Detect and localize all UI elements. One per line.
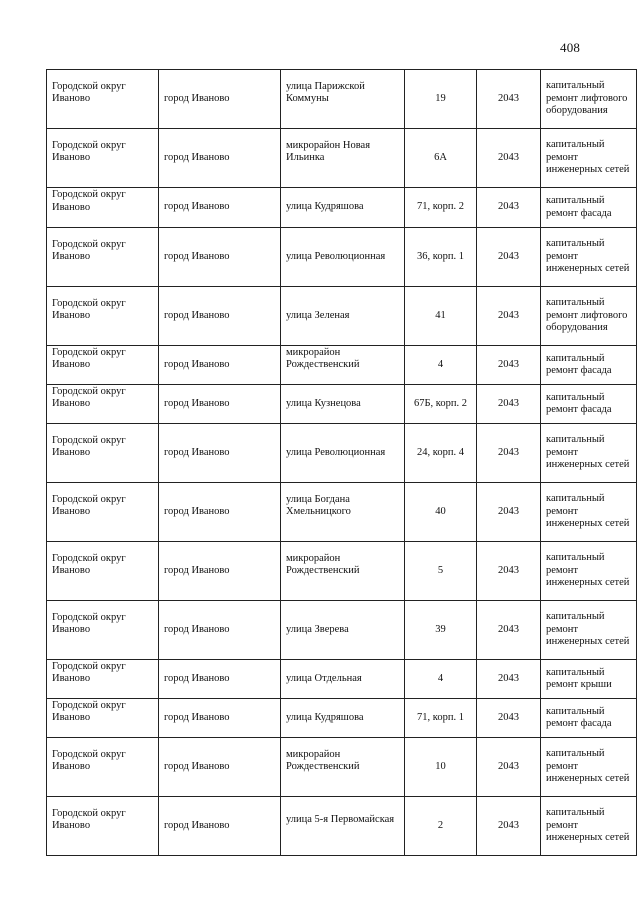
house-cell: 2 — [405, 797, 477, 856]
district-cell: Городской округ Иваново — [47, 542, 159, 601]
district-cell: Городской округ Иваново — [47, 70, 159, 129]
table-row — [47, 228, 637, 287]
house-cell: 40 — [405, 483, 477, 542]
street-cell: улица Кудряшова — [281, 188, 405, 228]
work-type-cell: капитальный ремонт лифтового оборудования — [541, 287, 637, 346]
year-cell: 2043 — [477, 797, 541, 856]
city-cell: город Иваново — [159, 738, 281, 797]
table-row — [47, 129, 637, 188]
table-body — [47, 70, 637, 856]
district-cell: Городской округ Иваново — [47, 346, 159, 385]
work-type-cell: капитальный ремонт крыши — [541, 660, 637, 699]
street-cell: микрорайон Новая Ильинка — [281, 129, 405, 188]
table-row — [47, 601, 637, 660]
year-cell: 2043 — [477, 129, 541, 188]
district-cell: Городской округ Иваново — [47, 601, 159, 660]
work-type-cell: капитальный ремонт лифтового оборудования — [541, 70, 637, 129]
house-cell: 6А — [405, 129, 477, 188]
district-cell: Городской округ Иваново — [47, 660, 159, 699]
street-cell: микрорайон Рождественский — [281, 346, 405, 385]
table-row — [47, 346, 637, 385]
city-cell: город Иваново — [159, 424, 281, 483]
house-cell: 41 — [405, 287, 477, 346]
work-type-cell: капитальный ремонт фасада — [541, 699, 637, 738]
table-row — [47, 699, 637, 738]
district-cell: Городской округ Иваново — [47, 738, 159, 797]
house-cell: 39 — [405, 601, 477, 660]
year-cell: 2043 — [477, 483, 541, 542]
city-cell: город Иваново — [159, 601, 281, 660]
city-cell: город Иваново — [159, 660, 281, 699]
year-cell: 2043 — [477, 188, 541, 228]
work-type-cell: капитальный ремонт инженерных сетей — [541, 483, 637, 542]
year-cell: 2043 — [477, 346, 541, 385]
street-cell: улица Кузнецова — [281, 385, 405, 424]
year-cell: 2043 — [477, 738, 541, 797]
page-number: 408 — [560, 40, 581, 55]
district-cell: Городской округ Иваново — [47, 424, 159, 483]
district-cell: Городской округ Иваново — [47, 287, 159, 346]
work-type-cell: капитальный ремонт инженерных сетей — [541, 797, 637, 856]
table-row — [47, 70, 637, 129]
year-cell: 2043 — [477, 424, 541, 483]
year-cell: 2043 — [477, 385, 541, 424]
repair-schedule-table — [46, 69, 637, 856]
district-cell: Городской округ Иваново — [47, 129, 159, 188]
street-cell: улица Революционная — [281, 424, 405, 483]
city-cell: город Иваново — [159, 129, 281, 188]
city-cell: город Иваново — [159, 70, 281, 129]
table-row — [47, 188, 637, 228]
district-cell: Городской округ Иваново — [47, 228, 159, 287]
street-cell: улица Отдельная — [281, 660, 405, 699]
work-type-cell: капитальный ремонт инженерных сетей — [541, 738, 637, 797]
work-type-cell: капитальный ремонт инженерных сетей — [541, 129, 637, 188]
street-cell: улица Зверева — [281, 601, 405, 660]
table-row — [47, 424, 637, 483]
year-cell: 2043 — [477, 542, 541, 601]
table-row — [47, 542, 637, 601]
house-cell: 71, корп. 2 — [405, 188, 477, 228]
house-cell: 67Б, корп. 2 — [405, 385, 477, 424]
table-row — [47, 660, 637, 699]
district-cell: Городской округ Иваново — [47, 797, 159, 856]
street-cell: улица Парижской Коммуны — [281, 70, 405, 129]
table-row — [47, 483, 637, 542]
work-type-cell: капитальный ремонт фасада — [541, 188, 637, 228]
street-cell: микрорайон Рождественский — [281, 738, 405, 797]
house-cell: 19 — [405, 70, 477, 129]
house-cell: 10 — [405, 738, 477, 797]
table-row — [47, 385, 637, 424]
city-cell: город Иваново — [159, 287, 281, 346]
city-cell: город Иваново — [159, 346, 281, 385]
street-cell: улица Богдана Хмельницкого — [281, 483, 405, 542]
year-cell: 2043 — [477, 699, 541, 738]
house-cell: 36, корп. 1 — [405, 228, 477, 287]
city-cell: город Иваново — [159, 797, 281, 856]
city-cell: город Иваново — [159, 228, 281, 287]
district-cell: Городской округ Иваново — [47, 483, 159, 542]
street-cell: улица Зеленая — [281, 287, 405, 346]
house-cell: 5 — [405, 542, 477, 601]
city-cell: город Иваново — [159, 542, 281, 601]
street-cell: улица 5-я Первомайская — [281, 797, 405, 856]
house-cell: 4 — [405, 660, 477, 699]
district-cell: Городской округ Иваново — [47, 699, 159, 738]
year-cell: 2043 — [477, 601, 541, 660]
city-cell: город Иваново — [159, 188, 281, 228]
year-cell: 2043 — [477, 660, 541, 699]
work-type-cell: капитальный ремонт инженерных сетей — [541, 542, 637, 601]
city-cell: город Иваново — [159, 385, 281, 424]
street-cell: улица Кудряшова — [281, 699, 405, 738]
year-cell: 2043 — [477, 287, 541, 346]
city-cell: город Иваново — [159, 483, 281, 542]
work-type-cell: капитальный ремонт инженерных сетей — [541, 424, 637, 483]
house-cell: 24, корп. 4 — [405, 424, 477, 483]
street-cell: улица Революционная — [281, 228, 405, 287]
street-cell: микрорайон Рождественский — [281, 542, 405, 601]
district-cell: Городской округ Иваново — [47, 385, 159, 424]
district-cell: Городской округ Иваново — [47, 188, 159, 228]
work-type-cell: капитальный ремонт инженерных сетей — [541, 601, 637, 660]
work-type-cell: капитальный ремонт фасада — [541, 346, 637, 385]
work-type-cell: капитальный ремонт инженерных сетей — [541, 228, 637, 287]
table-row — [47, 797, 637, 856]
year-cell: 2043 — [477, 228, 541, 287]
table-row — [47, 738, 637, 797]
city-cell: город Иваново — [159, 699, 281, 738]
year-cell: 2043 — [477, 70, 541, 129]
house-cell: 4 — [405, 346, 477, 385]
house-cell: 71, корп. 1 — [405, 699, 477, 738]
table-row — [47, 287, 637, 346]
work-type-cell: капитальный ремонт фасада — [541, 385, 637, 424]
